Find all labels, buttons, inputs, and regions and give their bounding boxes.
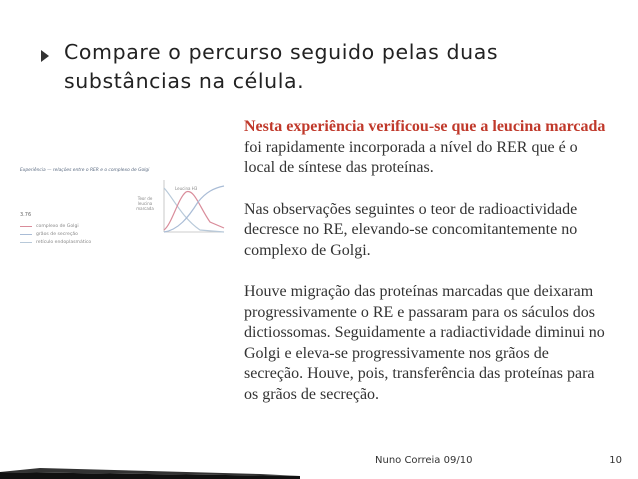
bullet-text: [64, 38, 498, 96]
figure-series-tag: Leucina H3: [175, 186, 198, 191]
bullet-line-1: Compare o percurso seguido pelas duas: [64, 40, 499, 64]
figure-value: 3.76: [20, 212, 32, 218]
legend-swatch: [20, 226, 32, 227]
footer-author: Nuno Correia 09/10: [375, 455, 473, 466]
curve-golgi: [164, 191, 224, 230]
highlight-text: Nesta experiência verificou-se que a leucina marcada: [244, 118, 606, 135]
paragraph-3: Houve migração das proteínas marcadas que deixaram progressivamente o RE e passaram para os sáculos dos dictiossomas. Seguidamente a radiactividade diminui no Golgi e eleva-se progressivamente nos grãos de secreção. Houve, pois, transferência das proteínas para os grãos de secreção.: [244, 283, 605, 403]
footer-swoosh: [0, 436, 300, 479]
legend-label: grãos de secreção: [36, 231, 78, 237]
legend-swatch: [20, 234, 32, 235]
legend-item: [20, 222, 91, 230]
legend-item: [20, 230, 91, 238]
figure-title: Experiência — relações entre o RER e o complexo de Golgi: [20, 168, 150, 173]
paragraph-1: [244, 117, 606, 179]
figure-plot: [160, 178, 226, 238]
bullet-line-2: substâncias na célula.: [64, 69, 305, 93]
figure-legend: [20, 222, 91, 246]
bullet-point: [40, 38, 600, 96]
figure-y-axis-label: Teor de leucina marcada: [136, 196, 154, 211]
legend-label: complexo de Golgi: [36, 223, 79, 229]
legend-item: [20, 238, 91, 246]
legend-label: retículo endoplasmático: [36, 239, 92, 245]
paragraph-2: Nas observações seguintes o teor de radioactividade decresce no RE, elevando-se concomitantemente no complexo de Golgi.: [244, 200, 578, 259]
legend-swatch: [20, 242, 32, 243]
experiment-figure: [20, 168, 230, 258]
body-text: [244, 117, 606, 426]
paragraph-1-rest: foi rapidamente incorporada a nível do RER que é o local de síntese das proteínas.: [244, 138, 578, 176]
triangle-right-icon: [40, 47, 64, 96]
page-number: 10: [609, 455, 622, 466]
